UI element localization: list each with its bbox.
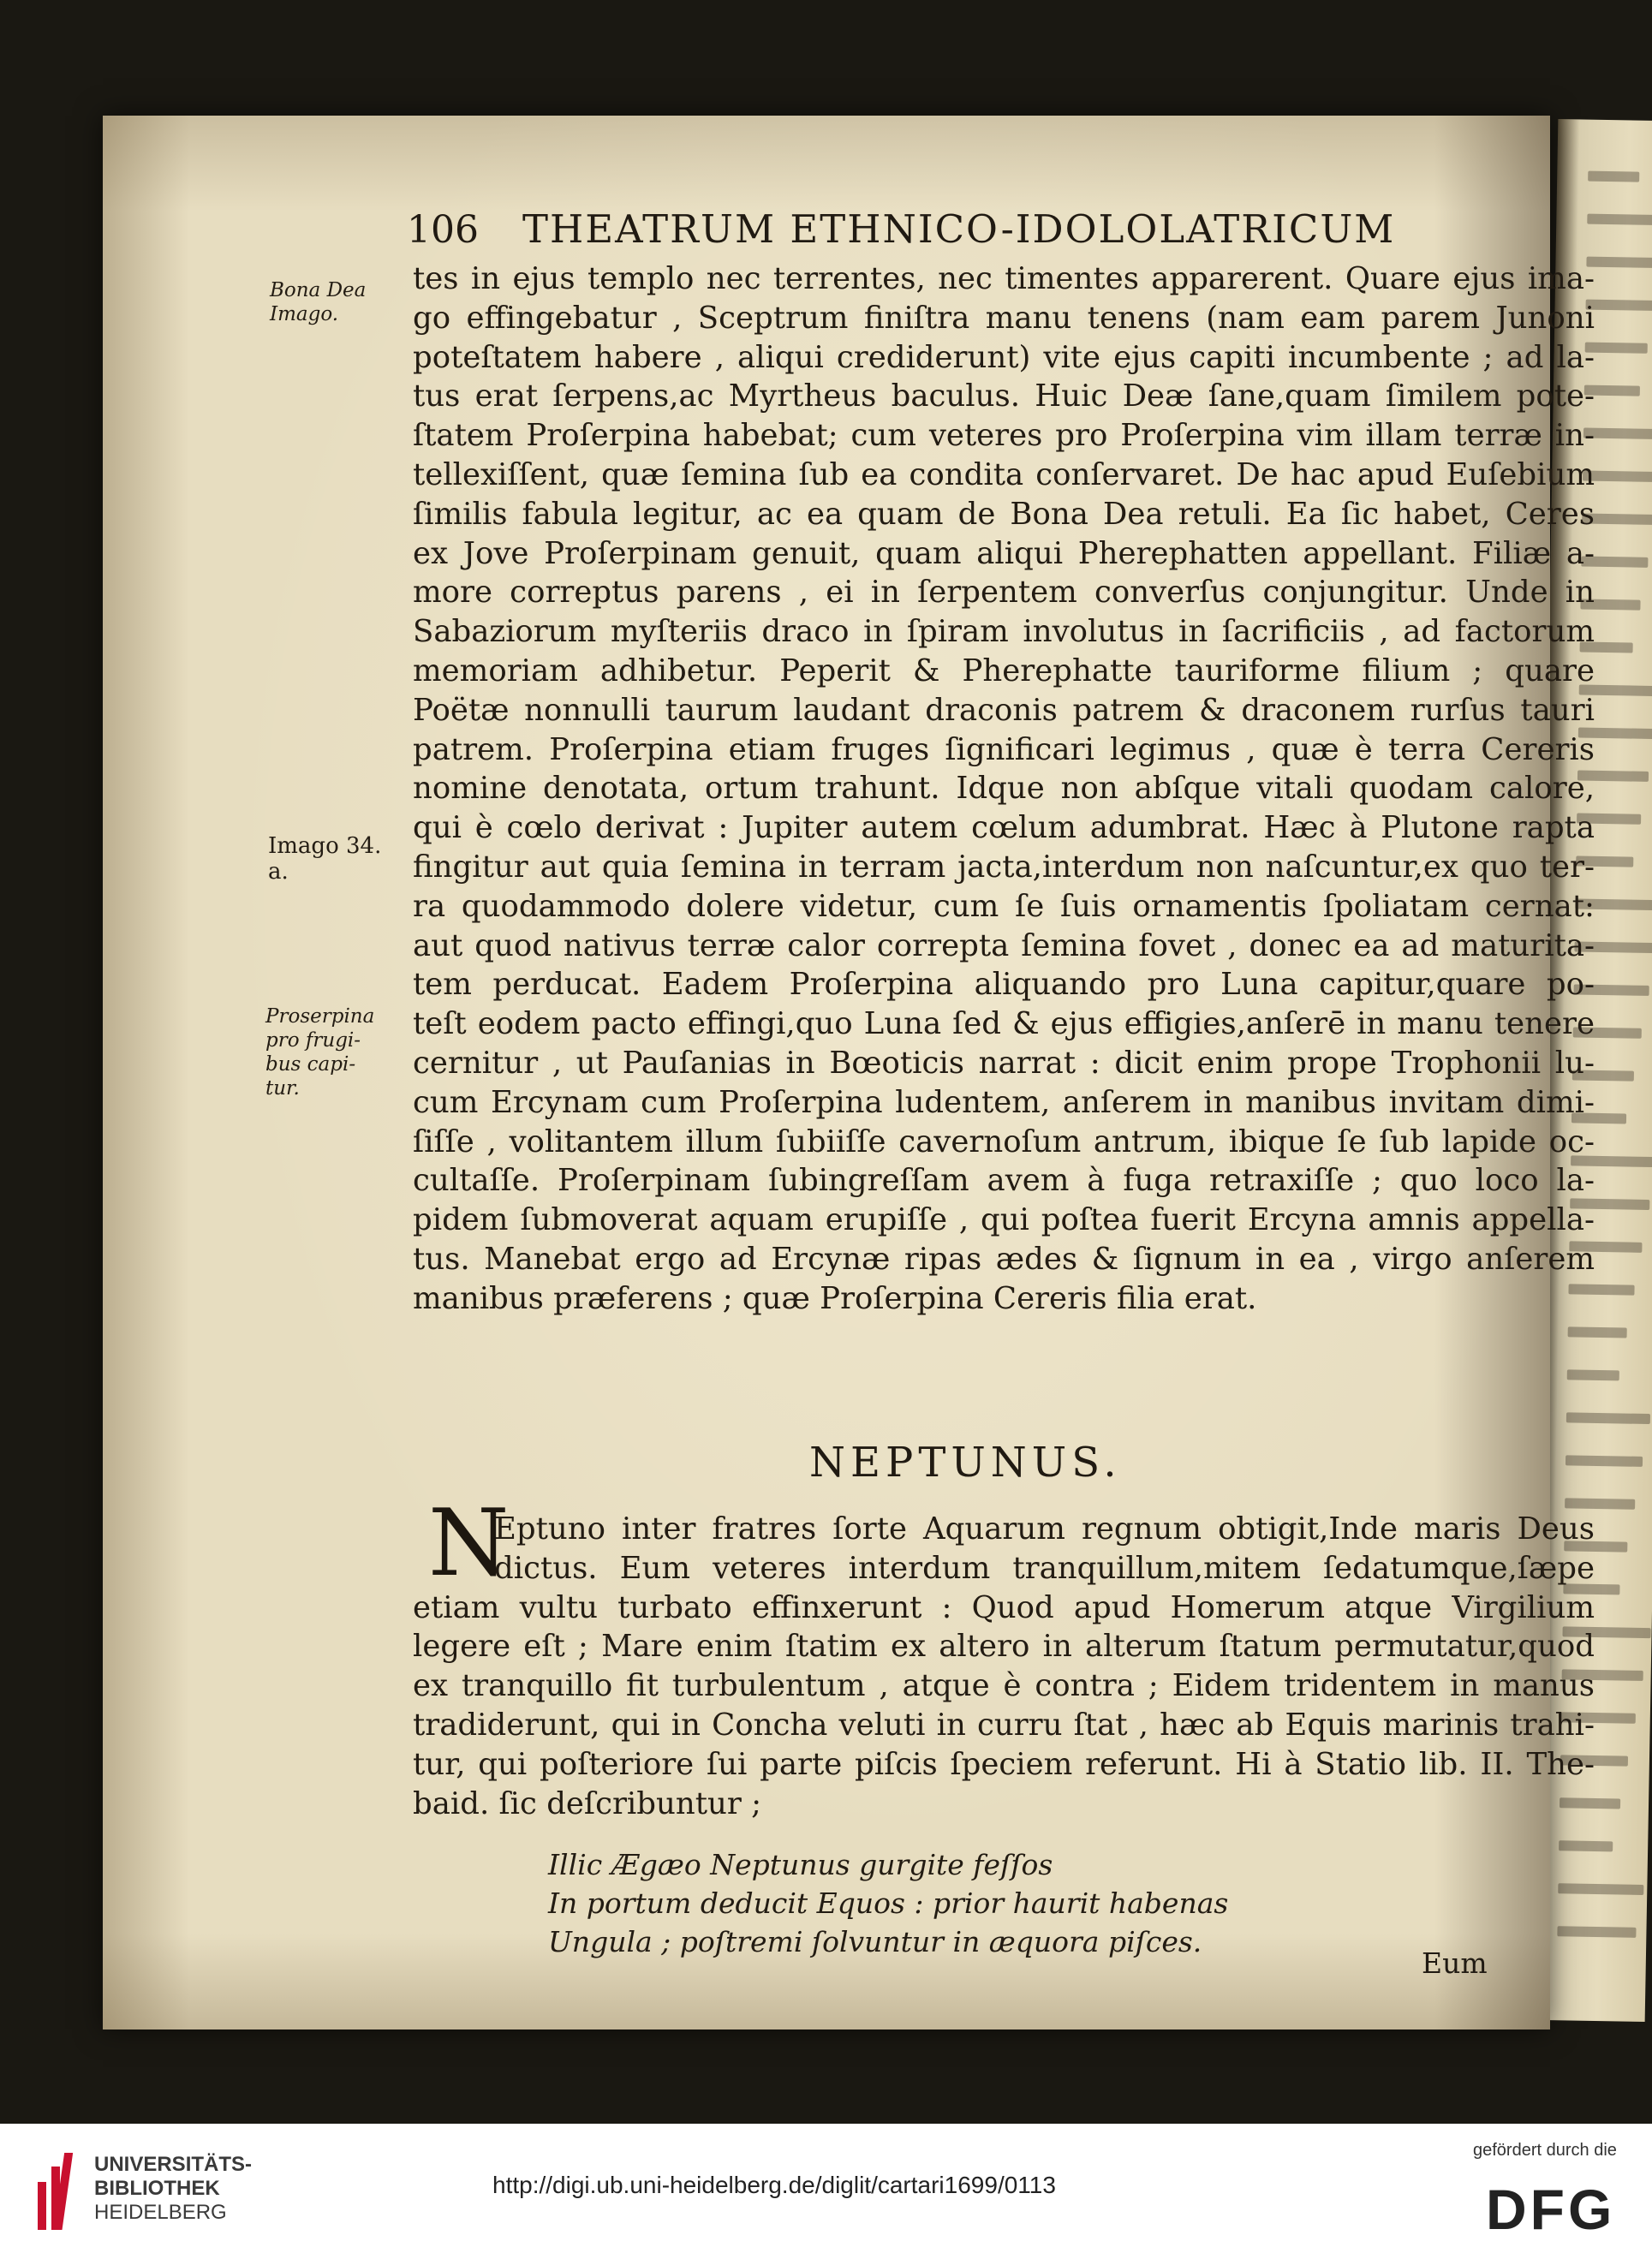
section-text-line: tur, qui poſteriore ſui parte piſcis ſpeciem referunt. Hi à Statio lib. II. The- bbox=[413, 1746, 1595, 1782]
body-text-line: tellexiſſent, quæ ſemina ſub ea condita conſervaret. De hac apud Euſebium bbox=[413, 456, 1595, 492]
body-text-line: ra quodammodo dolere videtur, cum ſe ſuis ornamentis ſpoliatam cernat: bbox=[413, 888, 1595, 924]
body-text-line: Sabaziorum myſteriis draco in ſpiram involutus in ſacrificiis , ad factorum bbox=[413, 614, 1595, 650]
body-text-line: more correptus parens , ei in ſerpentem converſus conjungitur. Unde in bbox=[413, 575, 1595, 611]
library-name-line: BIBLIOTHEK bbox=[94, 2177, 220, 2200]
footer-bar bbox=[0, 2124, 1652, 2253]
body-text-line: fingitur aut quia ſemina in terram jacta,interdum non naſcuntur,ex quo ter- bbox=[413, 849, 1595, 885]
body-text-line: ſimilis fabula legitur, ac ea quam de Bona Dea retuli. Ea ſic habet, Ceres bbox=[413, 496, 1595, 532]
body-text-line: nomine denotata, ortum trahunt. Idque non abſque vitali quodam calore, bbox=[413, 771, 1595, 807]
library-name[interactable] bbox=[94, 2153, 252, 2225]
library-logo-icon[interactable] bbox=[33, 2148, 84, 2233]
body-text-line: qui è cœlo derivat : Jupiter autem cœlum adumbrat. Hæc à Plutone rapta bbox=[413, 810, 1595, 846]
book-page bbox=[103, 116, 1595, 2029]
margin-note-line: a. bbox=[268, 859, 289, 885]
body-text-line: ſtatem Proſerpina habebat; cum veteres pro Proſerpina vim illam terræ in- bbox=[413, 418, 1595, 454]
page-number: 106 bbox=[407, 208, 479, 252]
body-text-line: tem perducat. Eadem Proſerpina aliquando pro Luna capitur,quare po- bbox=[413, 967, 1595, 1003]
adjacent-page-text-line bbox=[1566, 1412, 1650, 1424]
margin-note-line: Bona Dea bbox=[270, 279, 367, 301]
adjacent-page-text-line bbox=[1586, 300, 1652, 311]
verse-line: In portum deducit Equos : prior haurit habenas bbox=[548, 1886, 1229, 1920]
margin-note-imago bbox=[268, 833, 381, 885]
adjacent-page-text-line bbox=[1559, 1840, 1613, 1851]
body-text-line: poteſtatem habere , aliqui crediderunt) vite ejus capiti incumbente ; ad la- bbox=[413, 339, 1595, 375]
margin-note-line: Imago 34. bbox=[268, 833, 382, 859]
library-name-line: HEIDELBERG bbox=[94, 2201, 227, 2224]
adjacent-page-text-line bbox=[1566, 1455, 1643, 1467]
library-name-line: UNIVERSITÄTS- bbox=[94, 2153, 253, 2176]
margin-note-bona-dea bbox=[270, 278, 366, 326]
margin-note-line: Imago. bbox=[270, 303, 339, 325]
margin-note-line: bus capi- bbox=[265, 1053, 356, 1076]
adjacent-page-text-line bbox=[1567, 1369, 1619, 1380]
verse-line: Illic Ægæo Neptunus gurgite feſſos bbox=[548, 1848, 1053, 1881]
section-text-line: ex tranquillo fit turbulentum , atque è contra ; Eidem tridentem in manus bbox=[413, 1668, 1595, 1704]
body-text-line: tus. Manebat ergo ad Ercynæ ripas ædes & ſignum in ea , virgo anſerem bbox=[413, 1241, 1595, 1277]
body-text bbox=[413, 259, 1595, 1319]
section-text-line: tradiderunt, qui in Concha veluti in curru ſtat , hæc ab Equis marinis trahi- bbox=[413, 1707, 1595, 1743]
body-text-line: tes in ejus templo nec terrentes, nec timentes apparerent. Quare ejus ima- bbox=[413, 261, 1595, 296]
dfg-logo[interactable]: DFG bbox=[1486, 2178, 1616, 2241]
body-text-line: cernitur , ut Pauſanias in Bœoticis narrat : dicit enim prope Trophonii lu- bbox=[413, 1045, 1595, 1081]
body-text-line: memoriam adhibetur. Peperit & Pherephatte tauriforme filium ; quare bbox=[413, 653, 1595, 688]
body-text-line: ex Jove Proſerpinam genuit, quam aliqui Pherephatten appellant. Filiæ a- bbox=[413, 535, 1595, 571]
section-heading: NEPTUNUS. bbox=[809, 1439, 1122, 1487]
body-text-line: tus erat ſerpens,ac Myrtheus baculus. Huic Deæ ſane,quam ſimilem pote- bbox=[413, 378, 1595, 414]
body-text-line: cum Ercynam cum Proſerpina ludentem, anſerem in manibus invitam dimi- bbox=[413, 1084, 1595, 1120]
adjacent-page-text-line bbox=[1586, 257, 1652, 269]
margin-note-line: pro frugi- bbox=[265, 1029, 361, 1052]
running-title: THEATRUM ETHNICO-IDOLOLATRICUM bbox=[522, 206, 1396, 252]
body-text-line: pidem ſubmoverat aquam erupiſſe , qui poſtea fuerit Ercyna amnis appella- bbox=[413, 1202, 1595, 1238]
section-text-line: legere eſt ; Mare enim ſtatim ex altero in alterum ſtatum permutatur,quod bbox=[413, 1629, 1595, 1665]
section-text-line: dictus. Eum veteres interdum tranquillum,mitem ſedatumque,ſæpe bbox=[494, 1550, 1595, 1586]
margin-note-line: Proserpina bbox=[265, 1005, 375, 1028]
verse-line: Ungula ; poſtremi ſolvuntur in æquora piſces. bbox=[548, 1925, 1202, 1958]
body-text-line: go effingebatur , Sceptrum finiſtra manu tenens (nam eam parem Junoni bbox=[413, 300, 1595, 336]
funded-by-label: gefördert durch die bbox=[1473, 2141, 1617, 2160]
catchword: Eum bbox=[1422, 1946, 1488, 1980]
adjacent-page-text-line bbox=[1568, 1326, 1627, 1338]
verse-quotation bbox=[548, 1845, 1228, 1961]
body-text-line: cultaſſe. Proſerpinam ſubingreſſam avem à fuga retraxiſſe ; quo loco la- bbox=[413, 1163, 1595, 1199]
section-text bbox=[413, 1510, 1595, 1823]
drop-cap: N bbox=[428, 1490, 510, 1597]
body-text-line: manibus præferens ; quæ Proſerpina Cereris filia erat. bbox=[413, 1280, 1257, 1316]
adjacent-page-text-line bbox=[1587, 214, 1652, 226]
adjacent-page-text-line bbox=[1565, 1498, 1635, 1509]
adjacent-page-text-line bbox=[1557, 1926, 1636, 1938]
adjacent-page-text-line bbox=[1588, 171, 1639, 182]
body-text-line: Poëtæ nonnulli taurum laudant draconis patrem & draconem rurſus tauri bbox=[413, 692, 1595, 728]
body-text-line: patrem. Proſerpina etiam fruges ſignificari legimus , quæ è terra Cereris bbox=[413, 731, 1595, 767]
permalink-url[interactable]: http://digi.ub.uni-heidelberg.de/diglit/cartari1699/0113 bbox=[492, 2172, 1056, 2198]
section-text-line: etiam vultu turbato effinxerunt : Quod apud Homerum atque Virgilium bbox=[413, 1589, 1595, 1625]
body-text-line: ſiſſe , volitantem illum ſubiiſſe cavernoſum antrum, ibique ſe ſub lapide oc- bbox=[413, 1124, 1595, 1159]
margin-note-proserpina bbox=[265, 1004, 374, 1100]
body-text-line: aut quod nativus terræ calor correpta ſemina fovet , donec ea ad maturita- bbox=[413, 927, 1595, 963]
adjacent-page-text-line bbox=[1558, 1883, 1643, 1895]
section-text-line: baid. ſic deſcribuntur ; bbox=[413, 1785, 762, 1821]
section-text-line: Eptuno inter fratres ſorte Aquarum regnum obtigit,Inde maris Deus bbox=[494, 1511, 1595, 1547]
body-text-line: teſt eodem pacto effingi,quo Luna ſed & ejus effigies,anſerē in manu tenere bbox=[413, 1006, 1595, 1042]
margin-note-line: tur. bbox=[265, 1077, 300, 1100]
